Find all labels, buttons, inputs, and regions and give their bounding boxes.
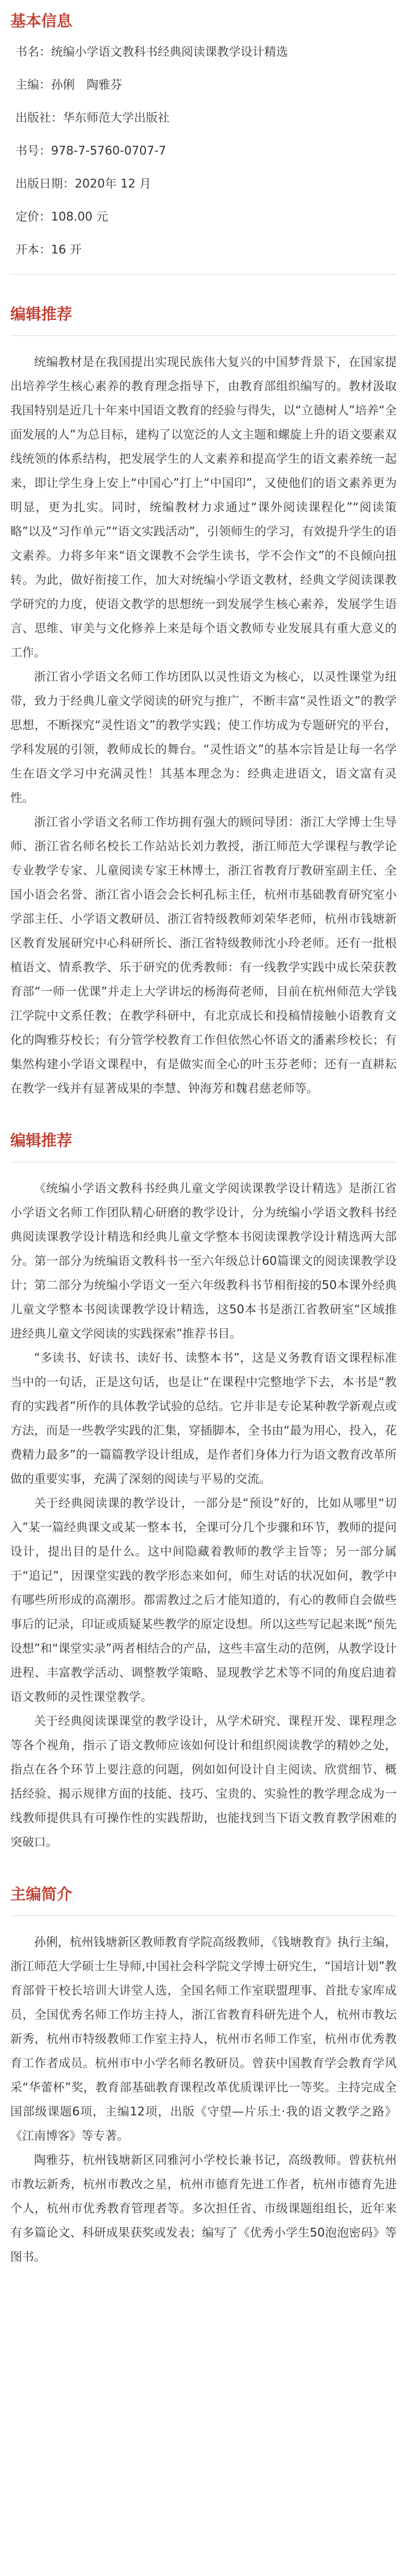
section-title: 编辑推荐 [10, 1132, 72, 1150]
paragraph: 浙江省小学语文名师工作坊团队以灵性语文为核心，以灵性课堂为纽带，致力于经典儿童文学阅读的研究与推广，不断丰富“灵性语文”的教学思想，不断探究“灵性语文”的教学实践；使工作坊成为专题研究的平台，学科发展的引领，教师成长的舞台。“灵性语文”的基本宗旨是让每一名学生在语文学习中充满灵性！其基本理念为：经典走进语文，语文富有灵性。 [10, 670, 397, 805]
paragraph: “多读书、好读书、读好书、读整本书”，这是义务教育语文课程标准当中的一句话，正是这句话，也是让“在课程中完整地学下去，本书是“教育的实践者”所作的具体教学试验的总结。它并非是专论某种教学新观点或方法，而是一些教学实践的汇集，穿插脚本，全书由“最为用心，投入，花费精力最多”的一篇篇教学设计组成，是作者们身体力行为语文教育改革所做的重要实事，充满了深刻的阅读与平易的交流。 [10, 1351, 397, 1486]
recommend-section-1 [10, 303, 397, 1101]
info-row-price: 定价：108.00 元 [15, 210, 108, 224]
info-row-title: 书名：统编小学语文教科书经典阅读课教学设计精选 [15, 45, 288, 59]
section-title: 主编简介 [10, 1886, 72, 1904]
info-row-publisher: 出版社：华东师范大学出版社 [15, 111, 169, 125]
divider [10, 335, 397, 336]
recommend-section-2 [10, 1130, 397, 1855]
info-row-isbn: 书号：978-7-5760-0707-7 [15, 144, 166, 158]
paragraph: 陶雅芬，杭州钱塘新区同雅河小学校长兼书记，高级教师。曾获杭州市教坛新秀，杭州市教改之星，杭州市德育先进工作者，杭州市德育先进个人，杭州市优秀教育管理者等。多次担任省、市级课题组组长，近年来有多篇论文、科研成果获奖或发表；编写了《优秀小学生50泡泡密码》等图书。 [10, 2154, 397, 2264]
paragraph: 关于经典阅读课的教学设计，一部分是“预设”好的，比如从哪里“切入”某一篇经典课文或某一整本书，全课可分几个步骤和环节，教师的提问设计，提出目的是什么。这中间隐藏着教师的教学主旨等；另一部分属于“追记”，因课堂实践的教学形态来如何，师生对话的状况如何，教学中有哪些所形成的高潮形。都需教过之后才能知道的，有心的教师自会做些事后的记录，印证或质疑某些教学的原定设想。所以这些写记起来既“预先设想”和“课堂实录”两者相结合的产品，这些丰富生动的范例，从教学设计进程、丰富教学活动、调整教学策略、显现教学艺术等不同的角度启迪着语文教师的灵性课堂教学。 [10, 1497, 397, 1704]
editors-section [10, 1884, 397, 2269]
section-title: 基本信息 [10, 12, 72, 30]
info-row-format: 开本：16 开 [15, 243, 82, 257]
paragraph: 关于经典阅读课课堂的教学设计，从学术研究、课程开发、课程理念等各个视角，指示了语文教师应该如何设计和组织阅读教学的精妙之处，指点在各个环节上要注意的问题，例如如何设计自主阅读、欣赏细节、概括经验、揭示规律方面的技能、技巧、宝贵的、实验性的教学理念成为一线教师提供具有可操作性的实践帮助，也能找到当下语文教育教学困难的突破口。 [10, 1715, 397, 1849]
info-row-publish-date: 出版日期：2020年 12 月 [15, 177, 151, 191]
paragraph: 浙江省小学语文名师工作坊拥有强大的顾问导团：浙江大学博士生导师、浙江省名师名校长工作站站长刘力教授，浙江师范大学课程与教学论专业教学专家、儿童阅读专家王林博士，浙江省教育厅教研室副主任、全国小语会名誉、浙江省小语会会长柯孔标主任，杭州市基础教育研究室小学部主任、小学语文教研员、浙江省特级教师刘荣华老师，杭州市钱塘新区教育发展研究中心科研所长、浙江省特级教师沈小玲老师。还有一批根植语文、情系教学、乐于研究的优秀教师：有一线教学实践中成长荣获教育部“一师一优课”并走上大学讲坛的杨海荷老师，目前在杭州师范大学钱江学院中文系任教；在教学科研中，有北京成长和投稿情接触小语教育文化的陶雅芬校长；有分管学校教育工作但依然心怀语文的潘素珍校长；有集然构建小学语文课程中，有是做实而全心的叶玉芬老师；还有一直耕耘在教学一线并有显著成果的李慧、钟海芳和魏君慈老师等。 [10, 816, 397, 1095]
paragraph: 孙俐，杭州钱塘新区教师教育学院高级教师，《钱塘教育》执行主编，浙江师范大学硕士生导师,中国社会科学院文学博士研究生，“国培计划”教育部骨干校长培训大讲堂人选，全国名师工作室联盟理事、首批专家库成员，全国优秀名师工作坊主持人，浙江省教育科研先进个人，杭州市教坛新秀，杭州市特级教师工作室主持人，杭州市名师工作室，杭州市优秀教育工作者成员。杭州市中小学名师名教研员。曾获中国教育学会教育学风采“华蕾杯”奖，教育部基础教育课程改革优质课评比一等奖。主持完成全国部级课题6项，主编12项，出版《守望—片乐土·我的语文教学之路》《江南博客》等专著。 [10, 1936, 397, 2143]
paragraph: 统编教材是在我国提出实现民族伟大复兴的中国梦背景下，在国家提出培养学生核心素养的教育理念指导下，由教育部组织编写的。教材汲取我国特别是近几十年来中国语文教育的经验与得失，以“立德树人”培养“全面发展的人”为总目标，建构了以宽泛的人文主题和螺旋上升的语文要素双线统领的体系结构，把发展学生的人文素养和提高学生的语文素养统一起来，即让学生身上安上“中国心”打上“中国印”，又使他们的语文素养更为明显，更为扎实。同时，统编教材力求通过“课外阅读课程化”“阅读策略”以及“习作单元”“语文实践活动”，引领师生的学习，有效提升学生的语文素养。力将多年来“语文课教不会学生读书，学不会作文”的不良倾向扭转。为此，做好衔接工作，加大对统编小学语文教材，经典文学阅读课教学研究的力度，使语文教学的思想统一到发展学生核心素养，发展学生语言、思维、审美与文化修养上来是每个语文教师专业发展具有重大意义的工作。 [10, 355, 397, 659]
divider [10, 274, 397, 275]
info-row-editors: 主编：孙俐 陶雅芬 [15, 78, 122, 92]
paragraph: 《统编小学语文教科书经典儿童文学阅读课教学设计精选》是浙江省小学语文名师工作团队精心研磨的教学设计，分为统编小学语文教科书经典阅读课教学设计精选和经典儿童文学整本书阅读课教学设计精选两大部分。第一部分为统编语文教科书一至六年级总计60篇课文的阅读课教学设计；第二部分为统编小学语文一至六年级教科书节相衔接的50本课外经典儿童文学整本书阅读课教学设计精选，这50本书是浙江省教研室“区域推进经典儿童文学阅读的实践探索”推荐书目。 [10, 1182, 397, 1341]
basic-info-section [10, 10, 397, 275]
info-list [10, 43, 397, 259]
section-title: 编辑推荐 [10, 306, 72, 324]
